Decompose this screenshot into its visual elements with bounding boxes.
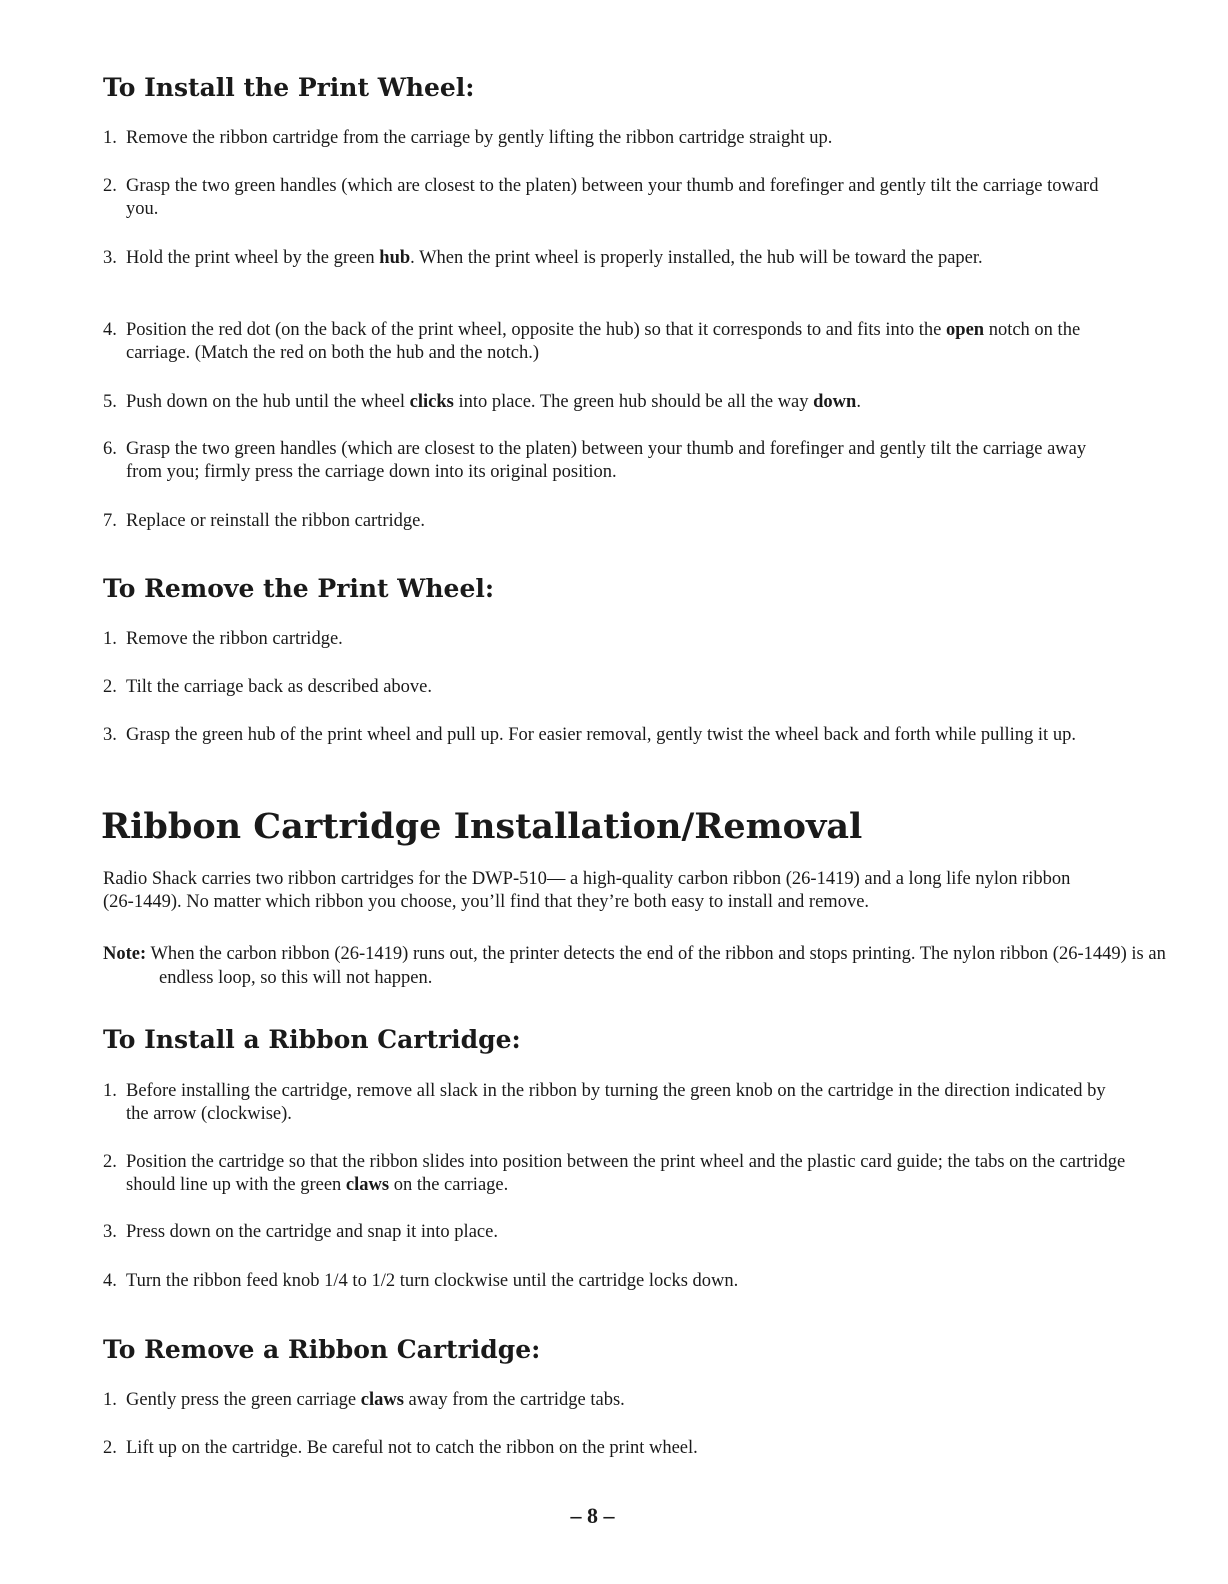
step-text: Press down on the cartridge and snap it into place. [126,1222,498,1242]
step-text: Before installing the cartridge, remove all slack in the ribbon by turning the green knob on the cartridge in the direction indicated by the arrow (clockwise). [126,1081,1106,1124]
step-number: 1. [103,629,117,649]
step-number: 2. [103,677,117,697]
install-wheel-step-4 [103,319,1126,365]
step-number: 5. [103,392,117,412]
remove-wheel-step-3 [103,724,1126,747]
page-number: – 8 – [570,1503,615,1528]
heading-ribbon-cartridge: Ribbon Cartridge Installation/Removal [101,806,863,847]
install-wheel-step-5 [103,391,1126,414]
step-number: 7. [103,511,117,531]
remove-ribbon-step-2 [103,1437,1126,1460]
step-number: 2. [103,176,117,196]
step-text: Hold the print wheel by the green [126,248,380,268]
step-number: 2. [103,1152,117,1172]
step-number: 3. [103,725,117,745]
step-text: Turn the ribbon feed knob 1/4 to 1/2 turn clockwise until the cartridge locks down. [126,1271,739,1291]
step-text: Tilt the carriage back as described above. [126,677,432,697]
install-ribbon-step-1 [103,1080,1126,1126]
ribbon-intro-paragraph: Radio Shack carries two ribbon cartridges for the DWP-510— a high-quality carbon ribbon (26-1419) and a long life nylon ribbon (26-1449). No matter which ribbon you choose, you’ll find that they’re both easy to install and remove. [103,869,1071,912]
step-text: notch on the carriage. (Match the red on both the hub and the notch.) [126,320,1081,363]
step-text: Grasp the two green handles (which are closest to the platen) between your thumb and forefinger and gently tilt the carriage away from you; firmly press the carriage down into its original position. [126,439,1087,482]
note-text: When the carbon ribbon (26-1419) runs out, the printer detects the end of the ribbon and stops printing. The nylon ribbon (26-1449) is an endless loop, so this will not happen. [146,944,1166,988]
install-ribbon-step-4 [103,1270,1126,1293]
step-number: 3. [103,248,117,268]
remove-wheel-step-1 [103,628,1126,651]
emphasis-open: open [946,320,985,340]
step-text: Replace or reinstall the ribbon cartridge. [126,511,425,531]
install-wheel-step-2 [103,175,1126,221]
step-number: 4. [103,320,117,340]
step-number: 1. [103,1390,117,1410]
emphasis-hub: hub [379,248,411,268]
step-text: . [856,392,861,412]
install-wheel-step-6 [103,438,1126,484]
heading-install-ribbon: To Install a Ribbon Cartridge: [103,1025,521,1054]
step-text: into place. The green hub should be all the way [453,392,814,412]
step-text: Remove the ribbon cartridge. [126,629,343,649]
install-wheel-step-3 [103,247,1126,270]
step-number: 1. [103,1081,117,1101]
remove-wheel-step-2 [103,676,1126,699]
step-text: Push down on the hub until the wheel [126,392,410,412]
step-text: Lift up on the cartridge. Be careful not to catch the ribbon on the print wheel. [126,1438,698,1458]
step-text: Grasp the two green handles (which are closest to the platen) between your thumb and forefinger and gently tilt the carriage toward you. [126,176,1099,219]
heading-remove-print-wheel: To Remove the Print Wheel: [103,574,495,603]
step-text: Position the cartridge so that the ribbon slides into position between the print wheel and the plastic card guide; the tabs on the cartridge should line up with the green [126,1152,1126,1195]
step-text: Gently press the green carriage [126,1390,361,1410]
install-ribbon-step-2 [103,1151,1126,1197]
emphasis-claws: claws [360,1390,404,1410]
remove-ribbon-step-1 [103,1389,1126,1412]
step-number: 6. [103,439,117,459]
install-ribbon-step-3 [103,1221,1126,1244]
step-number: 3. [103,1222,117,1242]
step-number: 1. [103,128,117,148]
step-text: on the carriage. [389,1175,509,1195]
install-wheel-step-1 [103,127,1126,150]
emphasis-claws: claws [345,1175,390,1195]
heading-remove-ribbon: To Remove a Ribbon Cartridge: [103,1335,541,1364]
note-label: Note: [103,944,147,964]
step-text: . When the print wheel is properly installed, the hub will be toward the paper. [410,248,983,268]
emphasis-clicks: clicks [409,392,454,412]
step-text: away from the cartridge tabs. [403,1390,625,1410]
step-text: Remove the ribbon cartridge from the carriage by gently lifting the ribbon cartridge straight up. [126,128,833,148]
step-text: Position the red dot (on the back of the print wheel, opposite the hub) so that it corresponds to and fits into the [126,320,947,340]
step-text: Grasp the green hub of the print wheel and pull up. For easier removal, gently twist the wheel back and forth while pulling it up. [126,725,1076,745]
step-number: 2. [103,1438,117,1458]
step-number: 4. [103,1271,117,1291]
ribbon-note [103,942,1169,990]
heading-install-print-wheel: To Install the Print Wheel: [103,73,475,102]
emphasis-down: down [813,392,857,412]
install-wheel-step-7 [103,510,1126,533]
